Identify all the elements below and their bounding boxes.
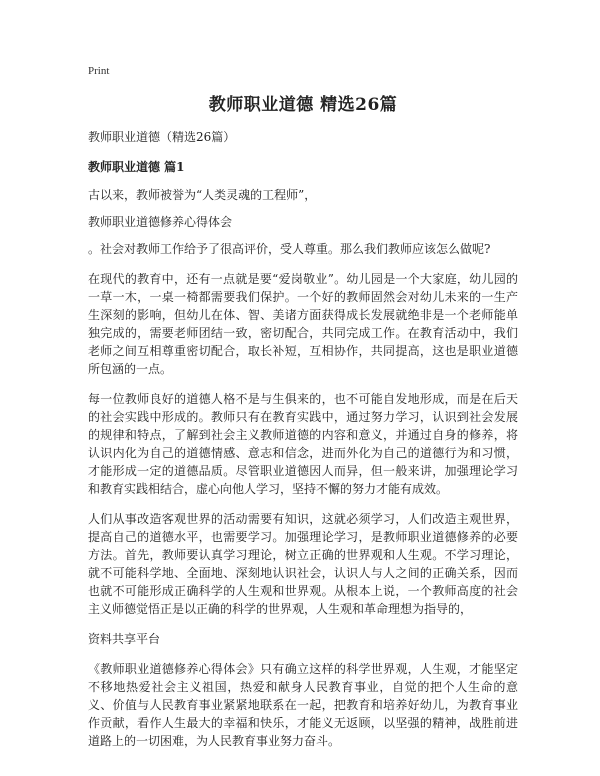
- print-label: Print: [88, 65, 110, 77]
- document-title: 教师职业道德 精选26篇: [208, 95, 398, 115]
- paragraph-theory-study: 人们从事改造客观世界的活动需要有知识，这就必须学习，人们改造主观世界，提高自己的道德水平，也需要学习。加强理论学习，是教师职业道德修养的必要方法。首先，教师要认真学习理论，树立正确的世界观和人生观。不学习理论，就不可能科学地、全面地、深刻地认识社会，认识人与人之间的正确关系，因而也就不可能形成正确科学的人生观和世界观。从根本上说，一个教师高度的社会主义师德觉悟正是以正确的科学的世界观，人生观和革命理想为指导的，: [88, 512, 518, 616]
- paragraph-source-note: 资料共享平台: [88, 632, 161, 646]
- document-subtitle: 教师职业道德（精选26篇）: [88, 130, 236, 144]
- paragraph-moral-character: 每一位教师良好的道德人格不是与生俱来的，也不可能自发地形成，而是在后天的社会实践中形成的。教师只有在教育实践中，通过努力学习，认识到社会发展的规律和特点，了解到社会主义教师道德的内容和意义，并通过自身的修养，将认识内化为自己的道德情感、意志和信念，进而外化为自己的道德行为和习惯，才能形成一定的道德品质。尽管职业道德因人而异，但一般来讲，加强理论学习和教育实践相结合，虚心向他人学习，坚持不懈的努力才能有成效。: [88, 392, 518, 496]
- paragraph-question: 。社会对教师工作给予了很高评价，受人尊重。那么我们教师应该怎么做呢?: [88, 242, 491, 256]
- paragraph-essay-title: 教师职业道德修养心得体会: [88, 215, 233, 229]
- document-page: [88, 64, 518, 759]
- section-heading: 教师职业道德 篇1: [88, 160, 185, 174]
- paragraph-dedication: 在现代的教育中，还有一点就是要“爱岗敬业”。幼儿园是一个大家庭，幼儿园的一草一木，一桌一椅都需要我们保护。一个好的教师固然会对幼儿未来的一生产生深刻的影响，但幼儿在体、智、美诸方面获得成长发展就绝非是一个老师能单独完成的，需要老师团结一致，密切配合，共同完成工作。在教育活动中，我们老师之间互相尊重密切配合，取长补短，互相协作，共同提高，这也是职业道德所包涵的一点。: [88, 272, 518, 376]
- paragraph-intro: 古以来，教师被誉为“人类灵魂的工程师”，: [88, 188, 317, 202]
- paragraph-worldview: 《教师职业道德修养心得体会》只有确立这样的科学世界观，人生观，才能坚定不移地热爱社会主义祖国，热爱和献身人民教育事业，自觉的把个人生命的意义、价值与人民教育事业紧紧地联系在一起，把教育和培养好幼儿，为教育事业作贡献，看作人生最大的幸福和快乐，才能义无返顾，以坚强的精神，战胜前进道路上的一切困难，为人民教育事业努力奋斗。: [88, 662, 518, 748]
